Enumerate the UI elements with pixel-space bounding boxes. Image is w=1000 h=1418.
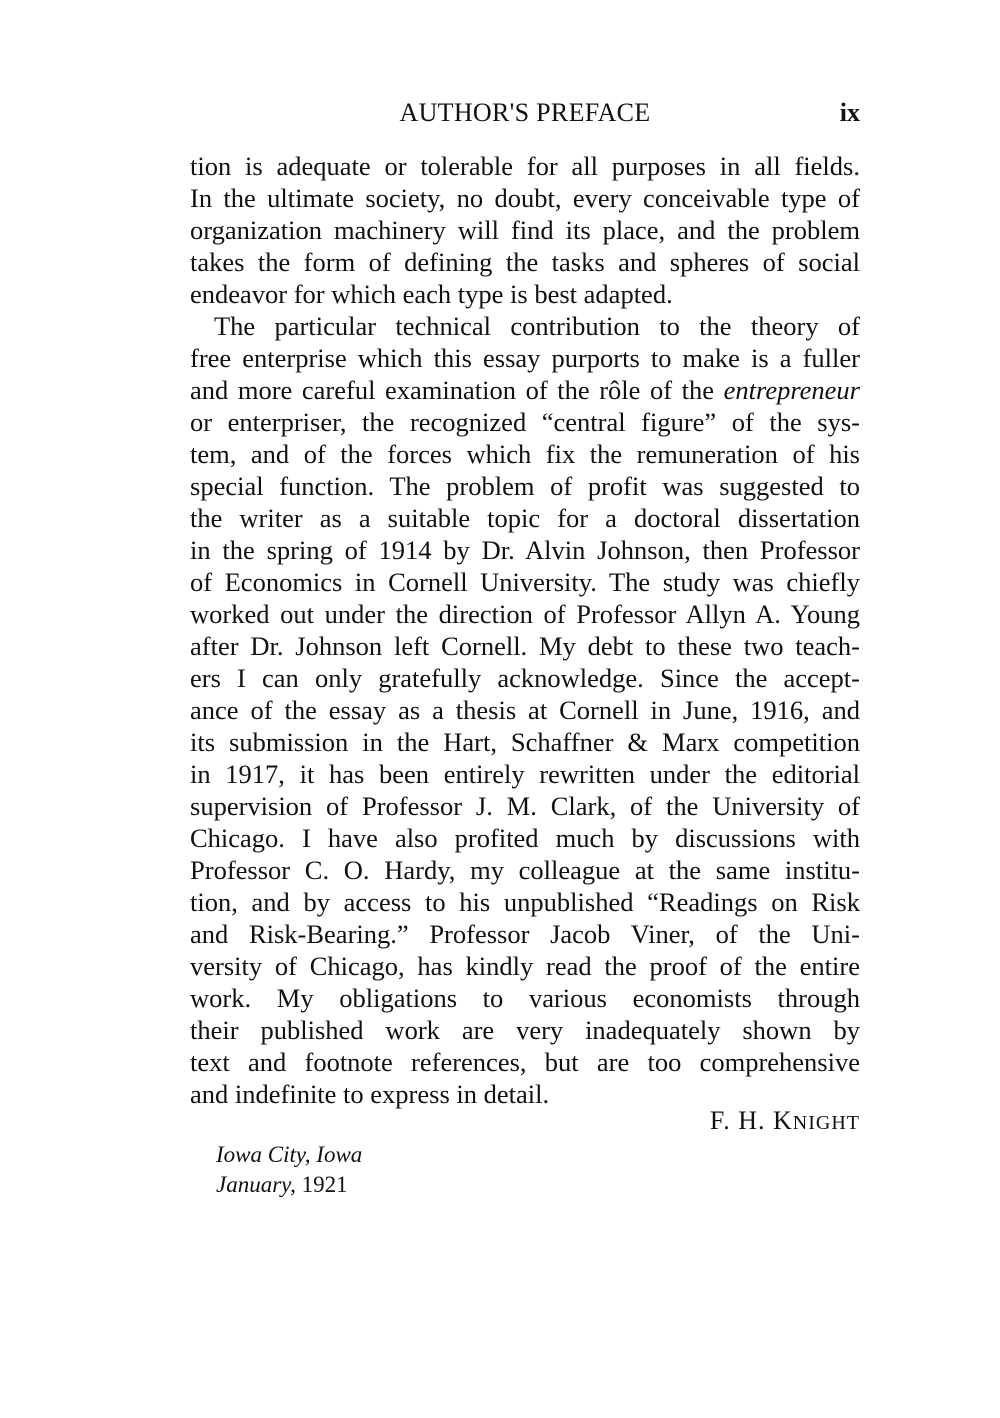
running-header-title: AUTHOR'S PREFACE bbox=[399, 98, 651, 127]
date-month: January, bbox=[216, 1172, 296, 1197]
body-line: ance of the essay as a thesis at Cornell in June, 1916, and bbox=[190, 695, 860, 725]
body-line: after Dr. Johnson left Cornell. My debt to these two teach- bbox=[190, 631, 860, 661]
body-line: ers I can only gratefully acknowledge. Since the accept- bbox=[190, 663, 860, 693]
body-line: supervision of Professor J. M. Clark, of the University of bbox=[190, 791, 860, 821]
body-line: organization machinery will find its place, and the problem bbox=[190, 215, 860, 245]
body-line: Professor C. O. Hardy, my colleague at the same institu- bbox=[190, 855, 860, 885]
body-line: worked out under the direction of Professor Allyn A. Young bbox=[190, 599, 860, 629]
body-line: and Risk-Bearing.” Professor Jacob Viner, of the Uni- bbox=[190, 919, 860, 949]
place-and-date bbox=[216, 1140, 362, 1200]
italic-term: entrepreneur bbox=[723, 375, 860, 405]
body-line: In the ultimate society, no doubt, every conceivable type of bbox=[190, 183, 860, 213]
body-line: text and footnote references, but are too comprehensive bbox=[190, 1047, 860, 1077]
body-line: tem, and of the forces which fix the remuneration of his bbox=[190, 439, 860, 469]
running-header bbox=[190, 98, 860, 134]
body-line: takes the form of defining the tasks and spheres of social bbox=[190, 247, 860, 277]
body-line: and indefinite to express in detail. bbox=[190, 1079, 550, 1109]
body-line: or enterpriser, the recognized “central figure” of the sys- bbox=[190, 407, 860, 437]
body-line: versity of Chicago, has kindly read the proof of the entire bbox=[190, 951, 860, 981]
place-line: Iowa City, Iowa bbox=[216, 1142, 363, 1167]
body-line: in 1917, it has been entirely rewritten under the editorial bbox=[190, 759, 860, 789]
body-line: tion, and by access to his unpublished “Readings on Risk bbox=[190, 887, 860, 917]
signature-initials: F. H. bbox=[709, 1106, 773, 1135]
body-line: endeavor for which each type is best adapted. bbox=[190, 279, 673, 309]
signature-surname-initial: K bbox=[773, 1106, 793, 1135]
body-line: free enterprise which this essay purports to make is a fuller bbox=[190, 343, 860, 373]
body-line: of Economics in Cornell University. The study was chiefly bbox=[190, 567, 860, 597]
body-text-run: and more careful examination of the rôle of the bbox=[190, 375, 724, 405]
body-line: tion is adequate or tolerable for all purposes in all fields. bbox=[190, 151, 860, 181]
body-line: the writer as a suitable topic for a doctoral dissertation bbox=[190, 503, 860, 533]
body-line-with-italic bbox=[190, 374, 860, 406]
date-year: 1921 bbox=[295, 1172, 348, 1197]
body-line: The particular technical contribution to the theory of bbox=[214, 311, 860, 341]
body-line: work. My obligations to various economists through bbox=[190, 983, 860, 1013]
body-line: its submission in the Hart, Schaffner & Marx competition bbox=[190, 727, 860, 757]
signature-surname-rest: NIGHT bbox=[792, 1112, 860, 1134]
preface-body bbox=[190, 150, 860, 1110]
author-signature bbox=[710, 1106, 860, 1136]
body-line: Chicago. I have also profited much by discussions with bbox=[190, 823, 860, 853]
body-line: their published work are very inadequately shown by bbox=[190, 1015, 860, 1045]
date-line bbox=[216, 1170, 362, 1200]
body-line: in the spring of 1914 by Dr. Alvin Johnson, then Professor bbox=[190, 535, 860, 565]
page-number: ix bbox=[839, 98, 860, 127]
body-line: special function. The problem of profit was suggested to bbox=[190, 471, 860, 501]
